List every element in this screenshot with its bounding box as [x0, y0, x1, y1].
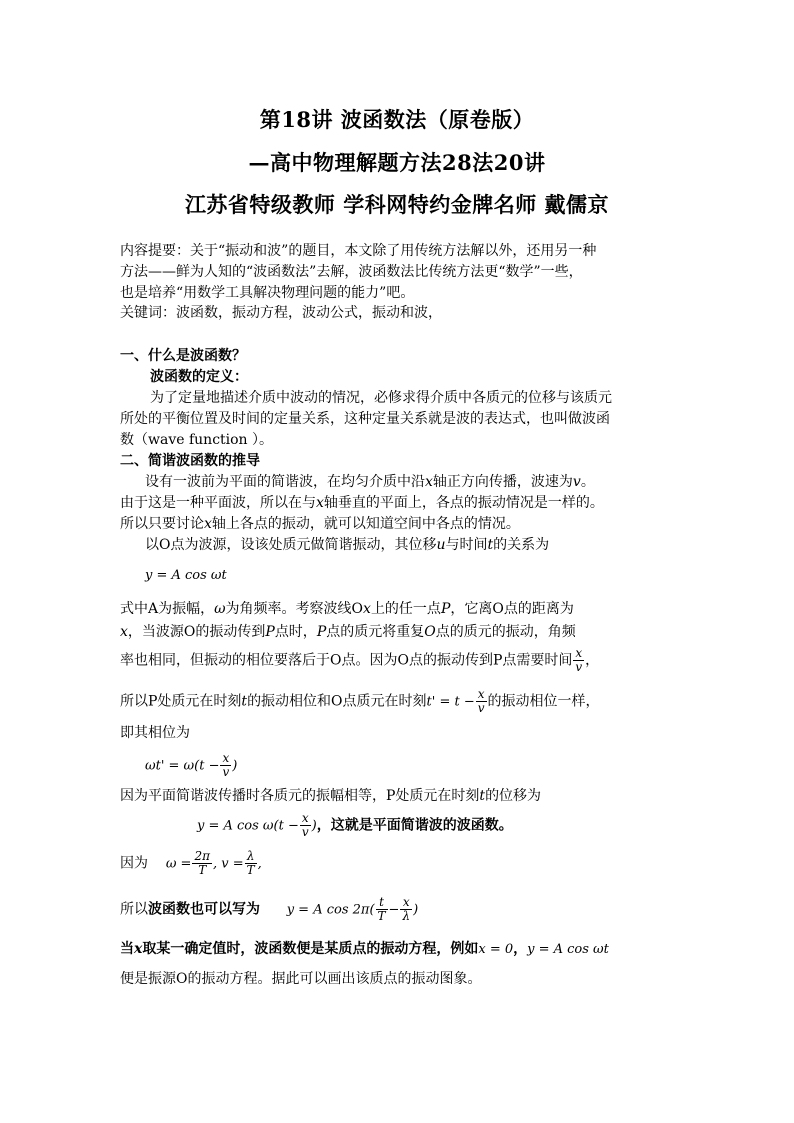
section2-line-5: 式中A为振幅，ω为角频率。考察波线Ox上的任一点P，它离O点的距离为: [120, 601, 574, 617]
section1-para-line-3: 数（wave function ）。: [120, 432, 274, 448]
fraction-lambda-over-T: $\frac{\lambda}{T}$: [246, 849, 255, 877]
section2-line-10: 因为平面简谐波传播时各质元的振幅相等，P处质元在时刻t的位移为: [120, 788, 542, 804]
doc-subtitle: —高中物理解题方法28法20讲: [248, 150, 546, 175]
doc-author: 江苏省特级教师 学科网特约金牌名师 戴儒京: [184, 192, 610, 217]
section2-line-14: 便是振源O的振动方程。据此可以画出该质点的振动图象。: [120, 971, 482, 987]
fraction-2pi-over-T: $\frac{2\pi}{T}$: [194, 849, 210, 877]
section1-heading: 一、什么是波函数？: [120, 348, 246, 364]
abstract-line-1: 内容提要：关于“振动和波”的题目，本文除了用传统方法解以外，还用另一种: [120, 243, 597, 259]
keywords-line: 关键词：波函数，振动方程，波动公式，振动和波，: [120, 305, 442, 321]
fraction-x-over-v: $\frac{x}{v}$: [477, 687, 485, 715]
section2-line-6: x，当波源O的振动传到P点时，P点的质元将重复O点的质元的振动，角频: [120, 624, 576, 640]
section1-para-line-2: 所处的平衡位置及时间的定量关系，这种定量关系就是波的表达式，也叫做波函: [120, 411, 610, 427]
equation-wave-function: y = A cos ω(t − $\frac{x}{v}$ )，这就是平面简谐波的波函数。: [197, 811, 513, 839]
fraction-x-over-lambda: $\frac{x}{\lambda}$: [402, 895, 411, 923]
section2-line-4: 以O点为波源，设该处质元做简谐振动，其位移u与时间t的关系为: [145, 537, 550, 553]
section2-heading: 二、简谐波函数的推导: [120, 453, 260, 469]
section1-subheading: 波函数的定义：: [150, 369, 248, 385]
section2-line-11: 因为 ω = $\frac{2\pi}{T}$ , v = $\frac{\lambda}{T}$ ,: [120, 849, 262, 877]
section1-para-line-1: 为了定量地描述介质中波动的情况，必修求得介质中各质元的位移与该质元: [150, 390, 612, 406]
equation-phase: ωt' = ω(t − $\frac{x}{v}$ ): [145, 751, 238, 779]
section2-line-3: 所以只要讨论x轴上各点的振动，就可以知道空间中各点的情况。: [120, 516, 520, 532]
doc-title: 第18讲 波函数法（原卷版）: [259, 107, 535, 132]
fraction-x-over-v: $\frac{x}{v}$: [301, 811, 309, 839]
fraction-t-over-T: $\frac{t}{T}$: [377, 895, 386, 923]
abstract-line-3: 也是培养“用数学工具解决物理问题的能力”吧。: [120, 285, 415, 301]
section2-line-8: 所以P处质元在时刻t的振动相位和O点质元在时刻t' = t − $\frac{x}{v}$ 的振动相位一样，: [120, 687, 600, 715]
section2-line-2: 由于这是一种平面波，所以在与x轴垂直的平面上，各点的振动情况是一样的。: [120, 495, 604, 511]
section2-line-9: 即其相位为: [120, 725, 190, 741]
section2-line-7: 率也相同，但振动的相位要落后于O点。因为O点的振动传到P点需要时间 $\frac{x}{v}$ ，: [120, 646, 600, 674]
section2-line-13: 当x取某一确定值时，波函数便是某质点的振动方程，例如x = 0，y = A cos ωt: [120, 941, 609, 957]
abstract-line-2: 方法——鲜为人知的“波函数法”去解，波函数法比传统方法更“数学”一些，: [120, 264, 583, 280]
fraction-x-over-v: $\frac{x}{v}$: [575, 646, 583, 674]
fraction-x-over-v: $\frac{x}{v}$: [222, 751, 230, 779]
equation-oscillation: y = A cos ωt: [145, 568, 227, 583]
section2-line-1: 设有一波前为平面的简谐波，在均匀介质中沿x轴正方向传播，波速为v。: [145, 474, 595, 490]
section2-line-12: 所以波函数也可以写为 y = A cos 2π( $\frac{t}{T}$ − $\frac{x}{\lambda}$ ): [120, 895, 419, 923]
